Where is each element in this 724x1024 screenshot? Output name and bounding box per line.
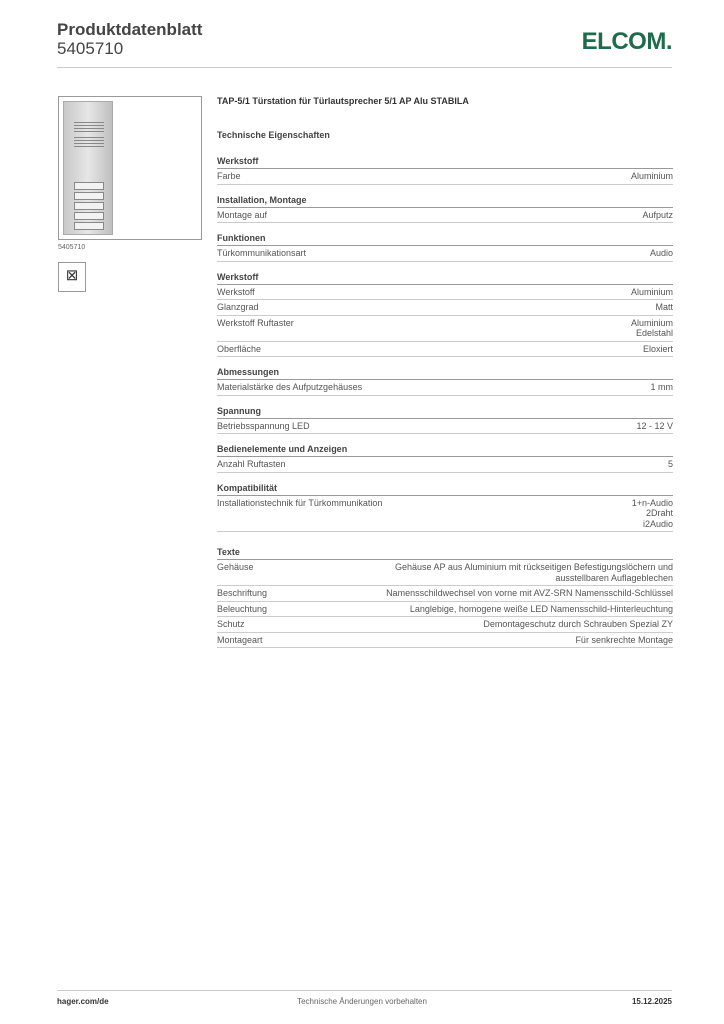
call-button (74, 222, 104, 230)
spec-section (217, 366, 673, 396)
spec-label: Farbe (217, 171, 241, 181)
section-heading: Texte (217, 546, 673, 560)
spec-label: Montageart (217, 634, 263, 645)
call-button (74, 202, 104, 210)
section-heading: Abmessungen (217, 366, 673, 380)
spec-value: Aluminium (630, 171, 673, 181)
spec-value: 1+n-Audio 2Draht i2Audio (631, 497, 673, 529)
speaker-grill (74, 137, 104, 138)
spec-row (217, 285, 673, 301)
spec-section (217, 271, 673, 358)
spec-value: Demontageschutz durch Schrauben Spezial ZY (483, 619, 673, 629)
spec-value: Aluminium (630, 286, 673, 297)
spec-label: Montage auf (217, 209, 268, 220)
spec-value: Aluminium Edelstahl (630, 317, 673, 338)
spec-label: Installationstechnik für Türkommunikation (217, 497, 383, 508)
spec-row (217, 380, 673, 396)
spec-row (217, 633, 673, 649)
spec-label: Betriebsspannung LED (217, 420, 310, 431)
weee-recycling-icon: ⊠ (58, 262, 86, 292)
spec-label: Beschriftung (217, 588, 268, 598)
spec-row (217, 316, 673, 342)
speaker-grill (74, 146, 104, 147)
spec-row (217, 419, 673, 435)
spec-section (217, 194, 673, 224)
product-number: 5405710 (57, 39, 124, 58)
spec-value: Für senkrechte Montage (575, 634, 673, 645)
spec-row (217, 560, 673, 586)
speaker-grill (74, 131, 104, 132)
spec-label: Gehäuse (217, 562, 254, 572)
spec-value: Aufputz (642, 209, 673, 220)
spec-value: 1 mm (650, 382, 673, 392)
page-title: Produktdatenblatt (57, 20, 203, 39)
spec-value: Eloxiert (642, 343, 673, 354)
section-heading: Werkstoff (217, 155, 673, 169)
spec-row (217, 496, 673, 533)
divider (57, 67, 672, 68)
spec-value: 5 (667, 459, 673, 469)
spec-section (217, 155, 673, 185)
speaker-grill (74, 125, 104, 126)
spec-label: Schutz (217, 619, 245, 629)
spec-value: Langlebige, homogene weiße LED Namensschild-Hinterleuchtung (409, 603, 673, 614)
speaker-grill (74, 128, 104, 129)
section-heading: Installation, Montage (217, 194, 673, 208)
section-heading: Spannung (217, 405, 673, 419)
spec-row (217, 342, 673, 358)
footer-date: 15.12.2025 (631, 997, 672, 1006)
spec-row (217, 457, 673, 473)
section-heading: Werkstoff (217, 271, 673, 285)
article-number: 5405710 (58, 244, 86, 251)
section-subtitle: Technische Eigenschaften (217, 130, 330, 140)
spec-row (217, 602, 673, 618)
spec-label: Türkommunikationsart (217, 248, 307, 258)
spec-section (217, 405, 673, 435)
spec-table (217, 95, 673, 648)
spec-value: 12 - 12 V (636, 420, 673, 431)
speaker-grill (74, 140, 104, 141)
product-title: TAP-5/1 Türstation für Türlautsprecher 5/1 AP Alu STABILA (217, 96, 469, 106)
spec-section (217, 232, 673, 262)
footer-divider (57, 990, 672, 991)
spec-value: Audio (649, 248, 673, 258)
spec-row (217, 586, 673, 602)
footer-link[interactable]: hager.com/de (57, 997, 109, 1006)
call-button (74, 212, 104, 220)
spec-row (217, 208, 673, 224)
section-heading: Bedienelemente und Anzeigen (217, 443, 673, 457)
elcom-logo: ELCOM. (581, 28, 672, 55)
spec-section (217, 443, 673, 473)
spec-row (217, 617, 673, 633)
spec-label: Glanzgrad (217, 302, 259, 312)
product-image (58, 96, 202, 240)
spec-row (217, 169, 673, 185)
spec-label: Materialstärke des Aufputzgehäuses (217, 382, 363, 392)
section-heading: Funktionen (217, 232, 673, 246)
spec-section (217, 482, 673, 533)
spec-label: Beleuchtung (217, 603, 268, 614)
footer-disclaimer: Technische Änderungen vorbehalten (297, 997, 427, 1006)
spec-label: Werkstoff (217, 286, 255, 297)
spec-label: Anzahl Ruftasten (217, 459, 286, 469)
spec-value: Matt (655, 302, 673, 312)
spec-value: Gehäuse AP aus Aluminium mit rückseitigen Befestigungslöchern und ausstellbaren Auflageblechen (395, 562, 673, 583)
speaker-grill (74, 122, 104, 123)
spec-label: Oberfläche (217, 343, 262, 354)
speaker-grill (74, 143, 104, 144)
spec-label: Werkstoff Ruftaster (217, 317, 294, 328)
spec-section (217, 546, 673, 648)
spec-row (217, 246, 673, 262)
call-button (74, 182, 104, 190)
call-button (74, 192, 104, 200)
section-heading: Kompatibilität (217, 482, 673, 496)
spec-row (217, 300, 673, 316)
spec-value: Namensschildwechsel von vorne mit AVZ-SRN Namensschild-Schlüssel (386, 588, 673, 598)
